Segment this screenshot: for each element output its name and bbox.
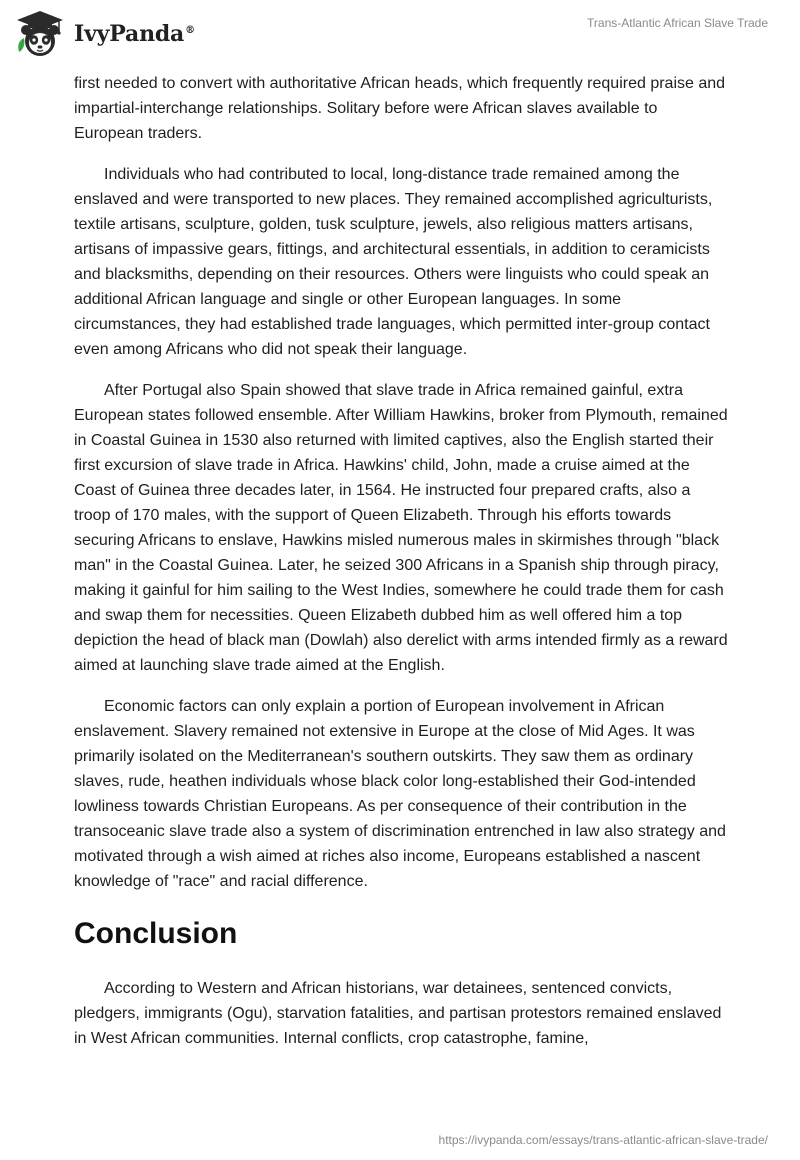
brand-logo[interactable] — [14, 8, 195, 60]
conclusion-heading: Conclusion — [74, 917, 238, 950]
source-url[interactable]: https://ivypanda.com/essays/trans-atlantic-african-slave-trade/ — [438, 1133, 768, 1147]
panda-graduate-icon — [14, 8, 66, 60]
page-header — [0, 0, 800, 70]
essay-content — [74, 71, 730, 1067]
brand-name: IvyPanda® — [74, 21, 195, 47]
paragraph-4: Economic factors can only explain a portion of European involvement in African enslavement. Slavery remained not extensive in Europe at the close of Mid Ages. It was primarily isolated on the Mediterranean's southern outskirts. They saw them as ordinary slaves, rude, heathen individuals whose black color long-established their God-intended lowliness towards Christian Europeans. As per consequence of their contribution in the transoceanic slave trade also a system of discrimination entrenched in law also strategy and motivated through a wish aimed at riches also income, Europeans established a nascent knowledge of "race" and racial difference. — [74, 698, 726, 890]
paragraph-2: Individuals who had contributed to local, long-distance trade remained among the enslaved and were transported to new places. They remained accomplished agriculturists, textile artisans, sculpture, golden, tusk sculpture, jewels, also religious matters artisans, artisans of impassive gears, fittings, and architectural essentials, in addition to ceramicists and blacksmiths, depending on their resources. Others were linguists who could speak an additional African language and single or other European languages. In some circumstances, they had established trade languages, which permitted inter-group contact even among Africans who did not speak their language. — [74, 166, 713, 358]
document-title: Trans-Atlantic African Slave Trade — [587, 16, 768, 30]
registered-mark: ® — [185, 24, 195, 36]
paragraph-3: After Portugal also Spain showed that slave trade in Africa remained gainful, extra European states followed ensemble. After William Hawkins, broker from Plymouth, remained in Coastal Guinea in 1530 also returned with limited captives, also the English started their first excursion of slave trade in Africa. Hawkins' child, John, made a cruise aimed at the Coast of Guinea three decades later, in 1564. He instructed four prepared crafts, also a troop of 170 males, with the support of Queen Elizabeth. Through his efforts towards securing Africans to enslave, Hawkins misled numerous males in skirmishes through "black man" in the Coastal Guinea. Later, he seized 300 Africans in a Spanish ship through piracy, making it gainful for him sailing to the West Indies, somewhere he could trade them for cash and swap them for necessities. Queen Elizabeth dubbed him as well offered him a top depiction the head of black man (Dowlah) also derelict with arms intended firmly as a reward aimed at launching slave trade aimed at the English. — [74, 382, 728, 674]
conclusion-paragraph: According to Western and African historians, war detainees, sentenced convicts, pledgers, immigrants (Ogu), starvation fatalities, and partisan protestors remained enslaved in West African communities. Internal conflicts, crop catastrophe, famine, — [74, 980, 722, 1047]
paragraph-1: first needed to convert with authoritative African heads, which frequently required praise and impartial-interchange relationships. Solitary before were African slaves available to European traders. — [74, 75, 726, 142]
